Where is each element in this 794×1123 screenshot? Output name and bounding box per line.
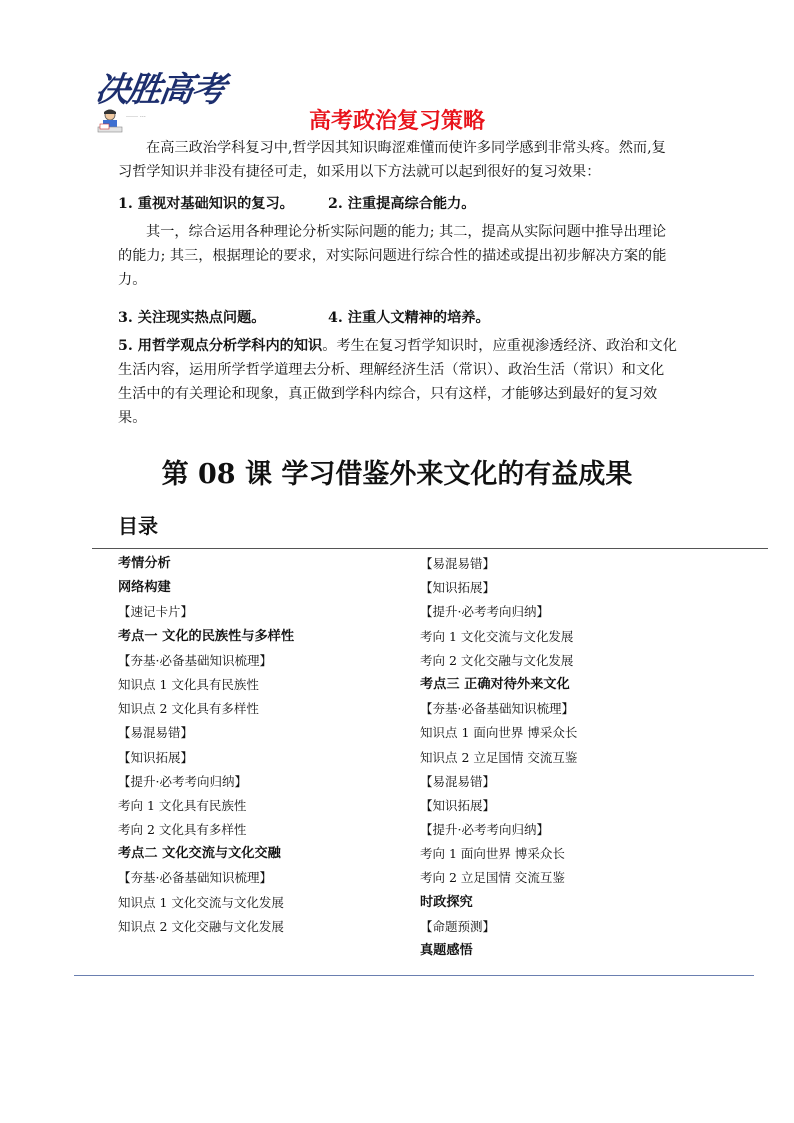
- toc-item[interactable]: 【提升·必考考向归纳】: [420, 822, 549, 838]
- point-5-detail: 。考生在复习哲学知识时，应重视渗透经济、政治和文化生活内容，运用所学哲学道理去分析、理解经济生活（常识）、政治生活（常识）和文化生活中的有关理论和现象，真正做到学科内综合，只有这样，才能够达到最好的复习效果。: [118, 338, 677, 426]
- toc-item[interactable]: 知识点 1 文化交流与文化发展: [118, 894, 284, 910]
- toc-item[interactable]: 考向 2 立足国情 交流互鉴: [420, 870, 565, 886]
- point-5-paragraph: [118, 334, 678, 430]
- toc-item[interactable]: 考向 1 文化交流与文化发展: [420, 628, 574, 644]
- toc-bottom-divider: [74, 975, 754, 976]
- logo-subtitle: …… …: [126, 112, 146, 119]
- toc-item[interactable]: 知识点 1 文化具有民族性: [118, 676, 259, 692]
- toc-item[interactable]: 考点一 文化的民族性与多样性: [118, 628, 295, 644]
- points-row-2: [118, 306, 678, 330]
- toc-item[interactable]: 考点二 文化交流与文化交融: [118, 846, 281, 862]
- toc-item[interactable]: 时政探究: [420, 894, 473, 910]
- toc-item[interactable]: 【提升·必考考向归纳】: [118, 773, 247, 789]
- toc-item[interactable]: 【夯基·必备基础知识梳理】: [420, 701, 574, 717]
- toc-item[interactable]: 知识点 2 文化具有多样性: [118, 701, 259, 717]
- toc-item[interactable]: 考情分析: [118, 556, 171, 571]
- toc-item[interactable]: 知识点 2 文化交融与文化发展: [118, 918, 284, 934]
- toc-item[interactable]: 【易混易错】: [118, 725, 194, 741]
- point-2: 2. 注重提高综合能力。: [328, 196, 476, 212]
- toc-item[interactable]: 知识点 1 面向世界 博采众长: [420, 725, 578, 741]
- toc-item[interactable]: 【速记卡片】: [118, 604, 194, 620]
- toc-item[interactable]: 知识点 2 立足国情 交流互鉴: [420, 749, 578, 765]
- toc-left-column: [118, 552, 294, 939]
- toc-item[interactable]: 【夯基·必备基础知识梳理】: [118, 652, 272, 668]
- toc-item[interactable]: 【命题预测】: [420, 918, 496, 934]
- logo-text: 决胜高考: [92, 70, 227, 110]
- point-4: 4. 注重人文精神的培养。: [328, 310, 490, 326]
- toc-item[interactable]: 【易混易错】: [420, 773, 496, 789]
- page-title: 高考政治复习策略: [308, 109, 485, 134]
- lesson-title: 第 08 课 学习借鉴外来文化的有益成果: [161, 459, 633, 490]
- toc-item[interactable]: 【知识拓展】: [118, 749, 194, 765]
- point-2-detail: 其一，综合运用各种理论分析实际问题的能力; 其二，提高从实际问题中推导出理论的能力; 其三，根据理论的要求，对实际问题进行综合性的描述或提出初步解决方案的能力。: [118, 224, 667, 288]
- points-row-1: [118, 192, 678, 216]
- toc-top-divider: [92, 548, 768, 549]
- toc-item[interactable]: 考点三 正确对待外来文化: [420, 676, 570, 692]
- point-1: 1. 重视对基础知识的复习。: [118, 196, 294, 212]
- toc-item[interactable]: 【知识拓展】: [420, 580, 496, 596]
- toc-title: 目录: [118, 514, 158, 538]
- toc-item[interactable]: 考向 2 文化具有多样性: [118, 822, 247, 838]
- toc-item[interactable]: 考向 1 面向世界 博采众长: [420, 846, 565, 862]
- toc-item[interactable]: 考向 1 文化具有民族性: [118, 797, 247, 813]
- toc-right-column: [420, 552, 577, 963]
- toc-item[interactable]: 【夯基·必备基础知识梳理】: [118, 870, 272, 886]
- point-5: 5. 用哲学观点分析学科内的知识: [118, 338, 323, 354]
- toc-item[interactable]: 考向 2 文化交融与文化发展: [420, 652, 574, 668]
- toc-item[interactable]: 【知识拓展】: [420, 797, 496, 813]
- point-3: 3. 关注现实热点问题。: [118, 310, 266, 326]
- toc-item[interactable]: 【提升·必考考向归纳】: [420, 604, 549, 620]
- intro-paragraph: 在高三政治学科复习中,哲学因其知识晦涩难懂而使许多同学感到非常头疼。然而,复习哲学知识并非没有捷径可走，如采用以下方法就可以起到很好的复习效果：: [118, 140, 666, 180]
- toc-item[interactable]: 网络构建: [118, 580, 171, 596]
- toc-item[interactable]: 【易混易错】: [420, 556, 496, 571]
- toc-item[interactable]: 真题感悟: [420, 943, 473, 958]
